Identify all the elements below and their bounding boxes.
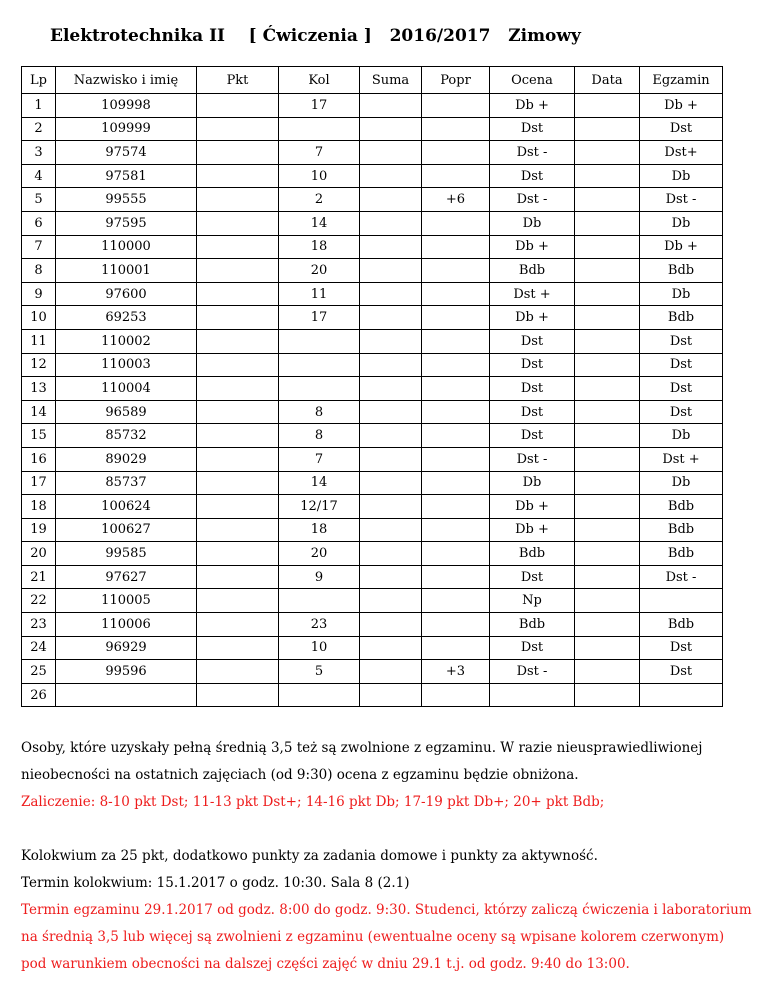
cell-name: 110003 <box>56 353 197 377</box>
cell-popr <box>422 495 490 519</box>
table-row <box>22 188 723 212</box>
cell-suma <box>360 377 422 401</box>
cell-egzamin: Bdb <box>640 495 723 519</box>
cell-data <box>575 542 640 566</box>
cell-lp: 26 <box>22 683 56 707</box>
cell-data <box>575 211 640 235</box>
cell-suma <box>360 518 422 542</box>
cell-egzamin <box>640 589 723 613</box>
cell-lp: 16 <box>22 447 56 471</box>
table-row <box>22 636 723 660</box>
cell-data <box>575 164 640 188</box>
cell-data <box>575 565 640 589</box>
cell-kol: 17 <box>279 306 360 330</box>
cell-suma <box>360 329 422 353</box>
cell-name: 110006 <box>56 613 197 637</box>
cell-pkt <box>197 377 279 401</box>
cell-kol: 23 <box>279 613 360 637</box>
cell-ocena: Dst <box>490 377 575 401</box>
note-grading-scale: Zaliczenie: 8-10 pkt Dst; 11-13 pkt Dst+; 14-16 pkt Db; 17-19 pkt Db+; 20+ pkt Bdb; <box>21 794 605 810</box>
cell-name: 96929 <box>56 636 197 660</box>
cell-popr <box>422 377 490 401</box>
cell-popr <box>422 447 490 471</box>
cell-ocena: Dst - <box>490 141 575 165</box>
cell-data <box>575 94 640 118</box>
column-header-data: Data <box>575 67 640 94</box>
cell-ocena: Db + <box>490 518 575 542</box>
cell-popr <box>422 565 490 589</box>
cell-pkt <box>197 259 279 283</box>
note-colloquium-points: Kolokwium za 25 pkt, dodatkowo punkty za zadania domowe i punkty za aktywność. <box>21 848 598 864</box>
cell-name: 89029 <box>56 447 197 471</box>
cell-kol <box>279 329 360 353</box>
cell-kol <box>279 353 360 377</box>
cell-kol <box>279 589 360 613</box>
cell-egzamin: Db <box>640 164 723 188</box>
table-row <box>22 447 723 471</box>
table-row <box>22 164 723 188</box>
cell-pkt <box>197 589 279 613</box>
cell-ocena: Dst <box>490 636 575 660</box>
cell-lp: 11 <box>22 329 56 353</box>
cell-suma <box>360 235 422 259</box>
cell-pkt <box>197 660 279 684</box>
cell-data <box>575 188 640 212</box>
cell-egzamin <box>640 683 723 707</box>
cell-name: 99555 <box>56 188 197 212</box>
cell-egzamin: Dst - <box>640 188 723 212</box>
cell-lp: 9 <box>22 282 56 306</box>
cell-pkt <box>197 117 279 141</box>
cell-suma <box>360 471 422 495</box>
cell-kol: 20 <box>279 542 360 566</box>
cell-data <box>575 141 640 165</box>
cell-popr <box>422 306 490 330</box>
cell-name: 100624 <box>56 495 197 519</box>
cell-suma <box>360 164 422 188</box>
cell-ocena: Db + <box>490 94 575 118</box>
cell-name: 99585 <box>56 542 197 566</box>
cell-lp: 2 <box>22 117 56 141</box>
cell-lp: 20 <box>22 542 56 566</box>
cell-ocena: Dst + <box>490 282 575 306</box>
cell-kol: 12/17 <box>279 495 360 519</box>
table-row <box>22 211 723 235</box>
cell-kol: 2 <box>279 188 360 212</box>
note-absence: nieobecności na ostatnich zajęciach (od 9:30) ocena z egzaminu będzie obniżona. <box>21 767 579 783</box>
cell-pkt <box>197 683 279 707</box>
cell-name: 109998 <box>56 94 197 118</box>
cell-suma <box>360 447 422 471</box>
cell-ocena: Dst - <box>490 188 575 212</box>
cell-name: 97581 <box>56 164 197 188</box>
cell-ocena: Bdb <box>490 613 575 637</box>
table-row <box>22 518 723 542</box>
cell-name: 96589 <box>56 400 197 424</box>
table-row <box>22 353 723 377</box>
cell-popr <box>422 613 490 637</box>
cell-lp: 5 <box>22 188 56 212</box>
note-colloquium-date: Termin kolokwium: 15.1.2017 o godz. 10:30. Sala 8 (2.1) <box>21 875 410 891</box>
cell-kol: 18 <box>279 235 360 259</box>
cell-name: 97574 <box>56 141 197 165</box>
cell-popr <box>422 471 490 495</box>
cell-lp: 12 <box>22 353 56 377</box>
cell-kol: 18 <box>279 518 360 542</box>
cell-ocena: Dst <box>490 329 575 353</box>
cell-egzamin: Dst <box>640 329 723 353</box>
cell-data <box>575 424 640 448</box>
table-row <box>22 94 723 118</box>
cell-ocena: Dst <box>490 117 575 141</box>
cell-data <box>575 636 640 660</box>
cell-lp: 6 <box>22 211 56 235</box>
cell-kol: 14 <box>279 471 360 495</box>
cell-pkt <box>197 164 279 188</box>
cell-name: 69253 <box>56 306 197 330</box>
cell-suma <box>360 589 422 613</box>
cell-data <box>575 613 640 637</box>
cell-suma <box>360 306 422 330</box>
cell-kol <box>279 117 360 141</box>
cell-pkt <box>197 188 279 212</box>
table-row <box>22 400 723 424</box>
cell-popr <box>422 117 490 141</box>
cell-egzamin: Bdb <box>640 613 723 637</box>
column-header-kol: Kol <box>279 67 360 94</box>
cell-name: 99596 <box>56 660 197 684</box>
cell-egzamin: Db <box>640 282 723 306</box>
column-header-ocena: Ocena <box>490 67 575 94</box>
cell-name: 97595 <box>56 211 197 235</box>
cell-name: 85737 <box>56 471 197 495</box>
column-header-egzamin: Egzamin <box>640 67 723 94</box>
cell-name: 100627 <box>56 518 197 542</box>
cell-pkt <box>197 613 279 637</box>
cell-popr <box>422 542 490 566</box>
cell-data <box>575 660 640 684</box>
cell-ocena: Db <box>490 471 575 495</box>
cell-popr: +6 <box>422 188 490 212</box>
cell-pkt <box>197 211 279 235</box>
cell-data <box>575 329 640 353</box>
cell-kol <box>279 683 360 707</box>
cell-lp: 23 <box>22 613 56 637</box>
cell-data <box>575 447 640 471</box>
cell-pkt <box>197 447 279 471</box>
cell-pkt <box>197 353 279 377</box>
cell-egzamin: Db <box>640 424 723 448</box>
cell-lp: 14 <box>22 400 56 424</box>
cell-kol: 14 <box>279 211 360 235</box>
cell-pkt <box>197 495 279 519</box>
cell-data <box>575 683 640 707</box>
cell-ocena: Dst - <box>490 447 575 471</box>
cell-data <box>575 259 640 283</box>
column-header-name: Nazwisko i imię <box>56 67 197 94</box>
cell-lp: 13 <box>22 377 56 401</box>
cell-lp: 17 <box>22 471 56 495</box>
cell-popr <box>422 589 490 613</box>
table-row <box>22 377 723 401</box>
grades-table <box>21 66 723 707</box>
cell-ocena: Dst <box>490 565 575 589</box>
cell-lp: 19 <box>22 518 56 542</box>
cell-data <box>575 353 640 377</box>
cell-kol: 17 <box>279 94 360 118</box>
cell-ocena: Db <box>490 211 575 235</box>
cell-egzamin: Bdb <box>640 306 723 330</box>
cell-data <box>575 495 640 519</box>
cell-popr <box>422 282 490 306</box>
cell-pkt <box>197 542 279 566</box>
cell-popr: +3 <box>422 660 490 684</box>
cell-lp: 15 <box>22 424 56 448</box>
cell-popr <box>422 636 490 660</box>
cell-kol: 10 <box>279 164 360 188</box>
cell-ocena: Dst <box>490 400 575 424</box>
cell-pkt <box>197 400 279 424</box>
cell-name: 109999 <box>56 117 197 141</box>
cell-kol: 8 <box>279 400 360 424</box>
table-row <box>22 306 723 330</box>
cell-lp: 21 <box>22 565 56 589</box>
cell-ocena: Db + <box>490 495 575 519</box>
cell-suma <box>360 259 422 283</box>
cell-egzamin: Dst <box>640 636 723 660</box>
cell-name: 97600 <box>56 282 197 306</box>
note-exemption: Osoby, które uzyskały pełną średnią 3,5 też są zwolnione z egzaminu. W razie nieusprawiedliwionej <box>21 740 703 756</box>
cell-kol: 11 <box>279 282 360 306</box>
table-row <box>22 282 723 306</box>
cell-suma <box>360 94 422 118</box>
cell-data <box>575 377 640 401</box>
cell-lp: 4 <box>22 164 56 188</box>
cell-pkt <box>197 306 279 330</box>
cell-suma <box>360 683 422 707</box>
table-row <box>22 141 723 165</box>
cell-kol: 7 <box>279 141 360 165</box>
cell-suma <box>360 565 422 589</box>
table-header-row <box>22 67 723 94</box>
cell-egzamin: Dst+ <box>640 141 723 165</box>
cell-popr <box>422 141 490 165</box>
cell-popr <box>422 235 490 259</box>
cell-ocena: Dst <box>490 164 575 188</box>
cell-ocena: Dst <box>490 424 575 448</box>
cell-lp: 24 <box>22 636 56 660</box>
cell-lp: 1 <box>22 94 56 118</box>
cell-data <box>575 306 640 330</box>
cell-suma <box>360 353 422 377</box>
table-row <box>22 660 723 684</box>
cell-kol: 10 <box>279 636 360 660</box>
cell-pkt <box>197 424 279 448</box>
note-exam-condition: pod warunkiem obecności na dalszej części zajęć w dniu 29.1 t.j. od godz. 9:40 do 13:00. <box>21 956 630 972</box>
cell-suma <box>360 282 422 306</box>
cell-ocena: Db + <box>490 306 575 330</box>
cell-kol: 20 <box>279 259 360 283</box>
cell-name: 110005 <box>56 589 197 613</box>
cell-egzamin: Bdb <box>640 518 723 542</box>
cell-egzamin: Dst <box>640 353 723 377</box>
table-row <box>22 613 723 637</box>
cell-data <box>575 117 640 141</box>
cell-data <box>575 235 640 259</box>
cell-pkt <box>197 94 279 118</box>
cell-data <box>575 400 640 424</box>
cell-suma <box>360 636 422 660</box>
cell-lp: 18 <box>22 495 56 519</box>
cell-suma <box>360 211 422 235</box>
cell-popr <box>422 424 490 448</box>
column-header-lp: Lp <box>22 67 56 94</box>
table-row <box>22 589 723 613</box>
column-header-suma: Suma <box>360 67 422 94</box>
cell-pkt <box>197 636 279 660</box>
cell-egzamin: Dst <box>640 660 723 684</box>
column-header-pkt: Pkt <box>197 67 279 94</box>
note-exam-date: Termin egzaminu 29.1.2017 od godz. 8:00 do godz. 9:30. Studenci, którzy zaliczą ćwiczenia i laboratorium <box>21 902 752 918</box>
cell-data <box>575 518 640 542</box>
cell-egzamin: Dst - <box>640 565 723 589</box>
cell-popr <box>422 329 490 353</box>
cell-ocena <box>490 683 575 707</box>
cell-lp: 7 <box>22 235 56 259</box>
cell-pkt <box>197 235 279 259</box>
cell-lp: 10 <box>22 306 56 330</box>
notes-section <box>21 735 752 978</box>
cell-popr <box>422 518 490 542</box>
cell-egzamin: Db <box>640 471 723 495</box>
cell-suma <box>360 542 422 566</box>
table-row <box>22 471 723 495</box>
table-row <box>22 495 723 519</box>
cell-name: 85732 <box>56 424 197 448</box>
cell-kol <box>279 377 360 401</box>
cell-pkt <box>197 282 279 306</box>
cell-data <box>575 589 640 613</box>
cell-suma <box>360 141 422 165</box>
cell-popr <box>422 164 490 188</box>
table-row <box>22 259 723 283</box>
cell-ocena: Db + <box>490 235 575 259</box>
cell-egzamin: Db + <box>640 235 723 259</box>
cell-suma <box>360 613 422 637</box>
column-header-popr: Popr <box>422 67 490 94</box>
cell-pkt <box>197 518 279 542</box>
cell-name: 110000 <box>56 235 197 259</box>
cell-suma <box>360 188 422 212</box>
cell-kol: 5 <box>279 660 360 684</box>
cell-lp: 3 <box>22 141 56 165</box>
cell-egzamin: Db + <box>640 94 723 118</box>
cell-suma <box>360 400 422 424</box>
cell-name: 110001 <box>56 259 197 283</box>
cell-suma <box>360 117 422 141</box>
cell-pkt <box>197 329 279 353</box>
cell-suma <box>360 424 422 448</box>
cell-popr <box>422 400 490 424</box>
cell-name: 110002 <box>56 329 197 353</box>
cell-egzamin: Bdb <box>640 542 723 566</box>
cell-suma <box>360 495 422 519</box>
cell-kol: 8 <box>279 424 360 448</box>
cell-popr <box>422 683 490 707</box>
note-exam-exemption: na średnią 3,5 lub więcej są zwolnieni z egzaminu (ewentualne oceny są wpisane kolorem czerwonym) <box>21 929 725 945</box>
cell-egzamin: Dst <box>640 377 723 401</box>
page-title: Elektrotechnika II [ Ćwiczenia ] 2016/2017 Zimowy <box>50 26 581 46</box>
cell-name: 110004 <box>56 377 197 401</box>
cell-pkt <box>197 565 279 589</box>
cell-ocena: Dst <box>490 353 575 377</box>
cell-egzamin: Dst <box>640 117 723 141</box>
cell-name <box>56 683 197 707</box>
cell-ocena: Np <box>490 589 575 613</box>
cell-pkt <box>197 141 279 165</box>
cell-ocena: Bdb <box>490 542 575 566</box>
cell-kol: 7 <box>279 447 360 471</box>
table-row <box>22 542 723 566</box>
cell-popr <box>422 94 490 118</box>
cell-lp: 25 <box>22 660 56 684</box>
table-row <box>22 117 723 141</box>
cell-pkt <box>197 471 279 495</box>
cell-ocena: Bdb <box>490 259 575 283</box>
table-row <box>22 683 723 707</box>
table-body <box>22 94 723 707</box>
table-row <box>22 565 723 589</box>
table-row <box>22 235 723 259</box>
cell-egzamin: Db <box>640 211 723 235</box>
cell-popr <box>422 259 490 283</box>
cell-ocena: Dst - <box>490 660 575 684</box>
cell-egzamin: Bdb <box>640 259 723 283</box>
cell-egzamin: Dst + <box>640 447 723 471</box>
table-row <box>22 424 723 448</box>
cell-name: 97627 <box>56 565 197 589</box>
cell-popr <box>422 211 490 235</box>
cell-egzamin: Dst <box>640 400 723 424</box>
table-row <box>22 329 723 353</box>
cell-suma <box>360 660 422 684</box>
cell-popr <box>422 353 490 377</box>
cell-data <box>575 282 640 306</box>
cell-lp: 22 <box>22 589 56 613</box>
cell-kol: 9 <box>279 565 360 589</box>
cell-lp: 8 <box>22 259 56 283</box>
cell-data <box>575 471 640 495</box>
